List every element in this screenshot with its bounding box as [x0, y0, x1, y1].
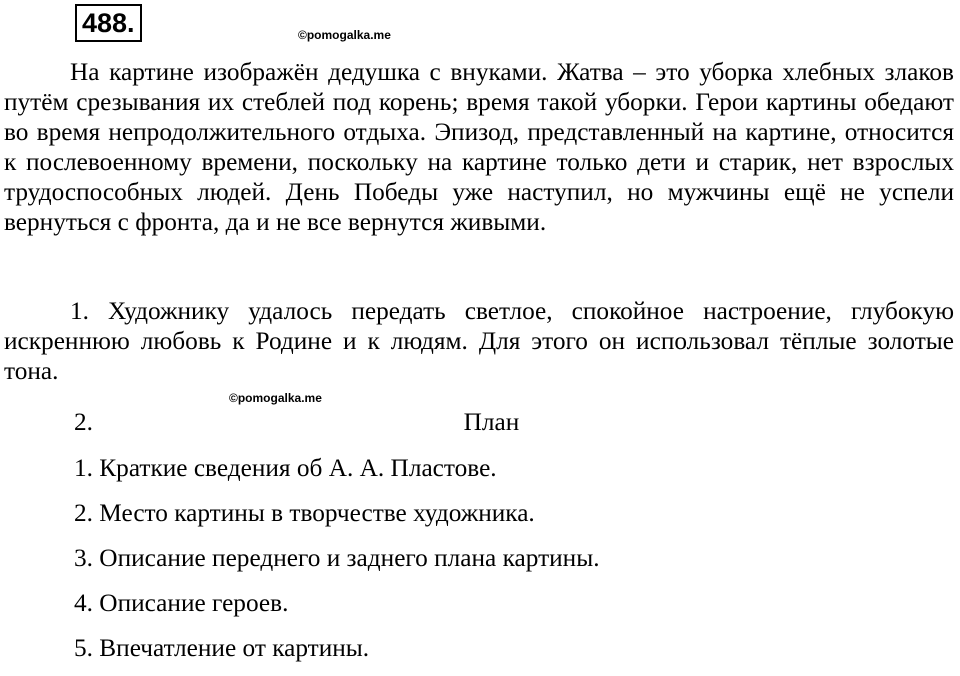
plan-item: 4. Описание героев.	[74, 589, 289, 617]
plan-item: 5. Впечатление от картины.	[74, 634, 370, 662]
plan-item: 3. Описание переднего и заднего плана картины.	[74, 544, 600, 572]
plan-title: План	[463, 408, 520, 436]
plan-number: 2.	[74, 408, 93, 436]
plan-item: 2. Место картины в творчестве художника.	[74, 499, 535, 527]
plan-list	[74, 451, 600, 676]
watermark-middle: ©pomogalka.me	[229, 391, 322, 405]
plan-heading-row	[4, 405, 954, 439]
plan-item: 1. Краткие сведения об А. А. Пластове.	[74, 454, 497, 482]
watermark-top: ©pomogalka.me	[298, 28, 391, 42]
exercise-number: 488.	[75, 4, 142, 42]
paragraph-2: 1. Художнику удалось передать светлое, спокойное настроение, глубокую искреннюю любовь к Родине и к людям. Для этого он использовал тёплые золотые тона.	[4, 297, 954, 385]
paragraph-1: На картине изображён дедушка с внуками. Жатва – это уборка хлебных злаков путём срезывания их стеблей под корень; время такой уборки. Герои картины обедают во время непродолжительного отдыха. Эпизод, представленный на картине, относится к послевоенному времени, поскольку на картине только дети и старик, нет взрослых трудоспособных людей. День Победы уже наступил, но мужчины ещё не успели вернуться с фронта, да и не все вернутся живыми.	[4, 58, 954, 236]
